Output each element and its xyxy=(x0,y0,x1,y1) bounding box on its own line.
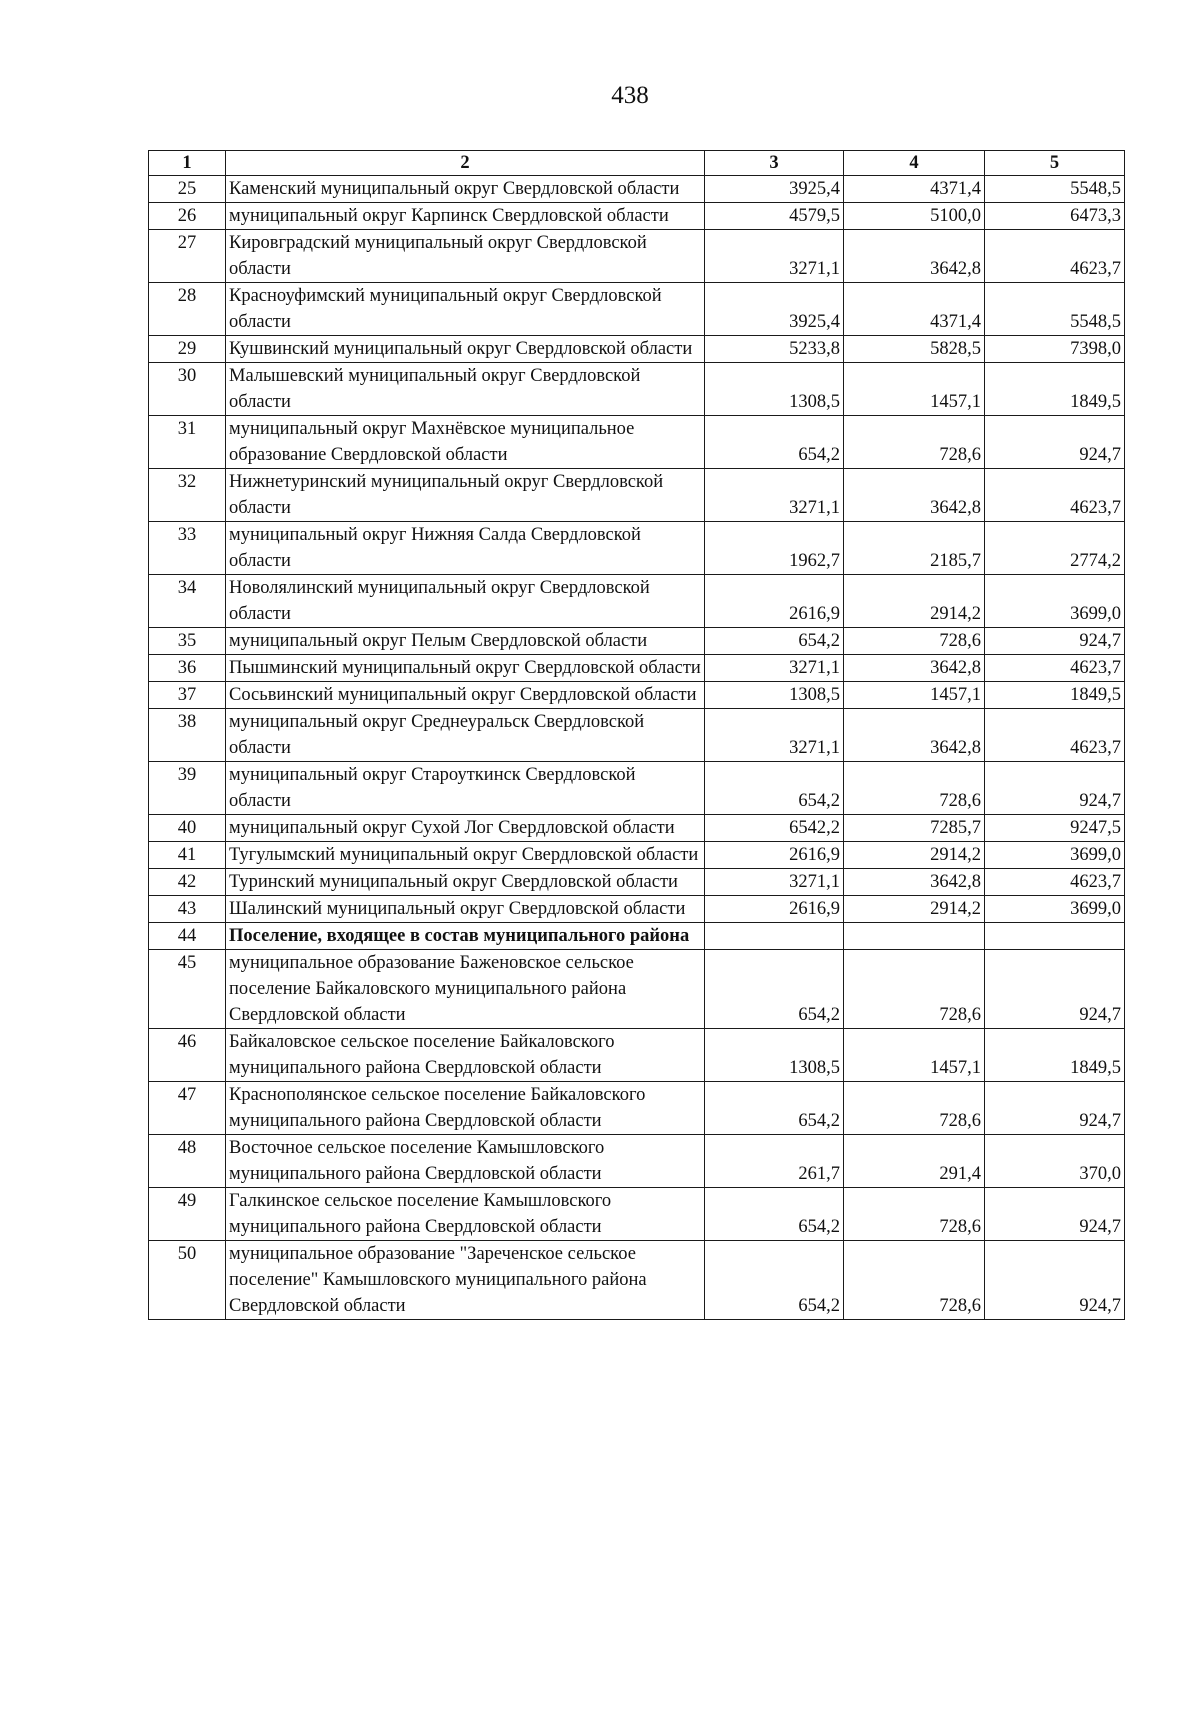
table-row xyxy=(149,1241,1125,1320)
row-number: 43 xyxy=(149,896,226,923)
table-body xyxy=(149,176,1125,1320)
value-col3: 6542,2 xyxy=(705,815,844,842)
column-header: 4 xyxy=(844,151,985,176)
row-number: 34 xyxy=(149,575,226,628)
row-number: 31 xyxy=(149,416,226,469)
municipality-name: Восточное сельское поселение Камышловского муниципального района Свердловской области xyxy=(226,1135,705,1188)
municipality-name: Шалинский муниципальный округ Свердловской области xyxy=(226,896,705,923)
table-row xyxy=(149,1135,1125,1188)
municipality-name: Краснополянское сельское поселение Байкаловского муниципального района Свердловской области xyxy=(226,1082,705,1135)
value-col5: 3699,0 xyxy=(985,575,1125,628)
row-number: 44 xyxy=(149,923,226,950)
value-col3: 654,2 xyxy=(705,1082,844,1135)
municipality-name: Галкинское сельское поселение Камышловского муниципального района Свердловской области xyxy=(226,1188,705,1241)
row-number: 26 xyxy=(149,203,226,230)
row-number: 25 xyxy=(149,176,226,203)
table-header-row xyxy=(149,151,1125,176)
municipality-name: Новолялинский муниципальный округ Свердловской области xyxy=(226,575,705,628)
municipality-name: муниципальный округ Староуткинск Свердловской области xyxy=(226,762,705,815)
allocation-table xyxy=(148,150,1125,1320)
value-col4: 1457,1 xyxy=(844,682,985,709)
value-col5: 4623,7 xyxy=(985,469,1125,522)
value-col3: 2616,9 xyxy=(705,575,844,628)
table-row xyxy=(149,896,1125,923)
table-row xyxy=(149,815,1125,842)
row-number: 46 xyxy=(149,1029,226,1082)
value-col4: 728,6 xyxy=(844,950,985,1029)
value-col3: 654,2 xyxy=(705,416,844,469)
municipality-name: Байкаловское сельское поселение Байкаловского муниципального района Свердловской области xyxy=(226,1029,705,1082)
section-heading-row xyxy=(149,923,1125,950)
value-col5: 370,0 xyxy=(985,1135,1125,1188)
value-col3: 3271,1 xyxy=(705,469,844,522)
value-col5: 1849,5 xyxy=(985,682,1125,709)
row-number: 48 xyxy=(149,1135,226,1188)
value-col3: 654,2 xyxy=(705,1241,844,1320)
value-col3: 1308,5 xyxy=(705,1029,844,1082)
column-header: 3 xyxy=(705,151,844,176)
value-col4: 5828,5 xyxy=(844,336,985,363)
row-number: 47 xyxy=(149,1082,226,1135)
value-col3: 654,2 xyxy=(705,762,844,815)
table-row xyxy=(149,363,1125,416)
table-row xyxy=(149,1082,1125,1135)
municipality-name: Красноуфимский муниципальный округ Свердловской области xyxy=(226,283,705,336)
value-col4: 1457,1 xyxy=(844,1029,985,1082)
value-col5: 1849,5 xyxy=(985,1029,1125,1082)
row-number: 32 xyxy=(149,469,226,522)
value-col3 xyxy=(705,923,844,950)
value-col5: 2774,2 xyxy=(985,522,1125,575)
table-row xyxy=(149,842,1125,869)
table-row xyxy=(149,416,1125,469)
value-col4: 728,6 xyxy=(844,628,985,655)
municipality-name: Сосьвинский муниципальный округ Свердловской области xyxy=(226,682,705,709)
value-col4: 2185,7 xyxy=(844,522,985,575)
value-col5: 6473,3 xyxy=(985,203,1125,230)
value-col3: 3271,1 xyxy=(705,709,844,762)
value-col3: 3925,4 xyxy=(705,176,844,203)
column-header: 2 xyxy=(226,151,705,176)
value-col3: 4579,5 xyxy=(705,203,844,230)
value-col4: 7285,7 xyxy=(844,815,985,842)
value-col4: 2914,2 xyxy=(844,575,985,628)
municipality-name: Туринский муниципальный округ Свердловской области xyxy=(226,869,705,896)
value-col4: 3642,8 xyxy=(844,469,985,522)
value-col3: 3925,4 xyxy=(705,283,844,336)
row-number: 40 xyxy=(149,815,226,842)
row-number: 36 xyxy=(149,655,226,682)
municipality-name: муниципальное образование "Зареченское сельское поселение" Камышловского муниципального района Свердловской области xyxy=(226,1241,705,1320)
table-row xyxy=(149,950,1125,1029)
value-col5: 4623,7 xyxy=(985,655,1125,682)
table-row xyxy=(149,522,1125,575)
value-col3: 2616,9 xyxy=(705,842,844,869)
value-col4: 4371,4 xyxy=(844,283,985,336)
value-col4: 2914,2 xyxy=(844,842,985,869)
row-number: 45 xyxy=(149,950,226,1029)
municipality-name: Тугулымский муниципальный округ Свердловской области xyxy=(226,842,705,869)
value-col5: 924,7 xyxy=(985,1188,1125,1241)
value-col4: 3642,8 xyxy=(844,869,985,896)
value-col4: 1457,1 xyxy=(844,363,985,416)
value-col5: 4623,7 xyxy=(985,230,1125,283)
table-row xyxy=(149,283,1125,336)
municipality-name: муниципальное образование Баженовское сельское поселение Байкаловского муниципального района Свердловской области xyxy=(226,950,705,1029)
column-header: 1 xyxy=(149,151,226,176)
value-col4: 728,6 xyxy=(844,1241,985,1320)
row-number: 39 xyxy=(149,762,226,815)
value-col4: 3642,8 xyxy=(844,709,985,762)
value-col5: 924,7 xyxy=(985,950,1125,1029)
value-col5: 4623,7 xyxy=(985,709,1125,762)
value-col4: 3642,8 xyxy=(844,230,985,283)
table-row xyxy=(149,469,1125,522)
municipality-name: муниципальный округ Махнёвское муниципальное образование Свердловской области xyxy=(226,416,705,469)
value-col4: 728,6 xyxy=(844,1188,985,1241)
value-col5: 924,7 xyxy=(985,762,1125,815)
value-col5: 924,7 xyxy=(985,628,1125,655)
value-col3: 1308,5 xyxy=(705,363,844,416)
value-col3: 654,2 xyxy=(705,628,844,655)
value-col3: 1962,7 xyxy=(705,522,844,575)
value-col4: 4371,4 xyxy=(844,176,985,203)
value-col5: 1849,5 xyxy=(985,363,1125,416)
municipality-name: Кушвинский муниципальный округ Свердловской области xyxy=(226,336,705,363)
value-col4: 728,6 xyxy=(844,416,985,469)
value-col5: 9247,5 xyxy=(985,815,1125,842)
value-col3: 3271,1 xyxy=(705,230,844,283)
row-number: 33 xyxy=(149,522,226,575)
value-col3: 5233,8 xyxy=(705,336,844,363)
value-col5: 5548,5 xyxy=(985,176,1125,203)
row-number: 49 xyxy=(149,1188,226,1241)
table-row xyxy=(149,230,1125,283)
row-number: 27 xyxy=(149,230,226,283)
table-row xyxy=(149,682,1125,709)
value-col4: 728,6 xyxy=(844,762,985,815)
value-col4 xyxy=(844,923,985,950)
value-col5: 5548,5 xyxy=(985,283,1125,336)
municipality-name: муниципальный округ Нижняя Салда Свердловской области xyxy=(226,522,705,575)
value-col5: 3699,0 xyxy=(985,896,1125,923)
value-col3: 3271,1 xyxy=(705,869,844,896)
table-row xyxy=(149,1188,1125,1241)
value-col5: 4623,7 xyxy=(985,869,1125,896)
table-row xyxy=(149,176,1125,203)
row-number: 35 xyxy=(149,628,226,655)
row-number: 29 xyxy=(149,336,226,363)
municipality-name: муниципальный округ Карпинск Свердловской области xyxy=(226,203,705,230)
value-col5: 924,7 xyxy=(985,416,1125,469)
row-number: 28 xyxy=(149,283,226,336)
row-number: 41 xyxy=(149,842,226,869)
table-row xyxy=(149,869,1125,896)
value-col4: 728,6 xyxy=(844,1082,985,1135)
value-col3: 654,2 xyxy=(705,950,844,1029)
value-col3: 2616,9 xyxy=(705,896,844,923)
value-col3: 1308,5 xyxy=(705,682,844,709)
row-number: 50 xyxy=(149,1241,226,1320)
row-number: 37 xyxy=(149,682,226,709)
value-col5: 7398,0 xyxy=(985,336,1125,363)
value-col3: 654,2 xyxy=(705,1188,844,1241)
row-number: 30 xyxy=(149,363,226,416)
value-col3: 261,7 xyxy=(705,1135,844,1188)
column-header: 5 xyxy=(985,151,1125,176)
table-row xyxy=(149,1029,1125,1082)
row-number: 38 xyxy=(149,709,226,762)
municipality-name: муниципальный округ Сухой Лог Свердловской области xyxy=(226,815,705,842)
value-col5: 924,7 xyxy=(985,1082,1125,1135)
table-row xyxy=(149,762,1125,815)
row-number: 42 xyxy=(149,869,226,896)
municipality-name: Нижнетуринский муниципальный округ Свердловской области xyxy=(226,469,705,522)
table-row xyxy=(149,709,1125,762)
value-col4: 2914,2 xyxy=(844,896,985,923)
municipality-name: Каменский муниципальный округ Свердловской области xyxy=(226,176,705,203)
municipality-name: муниципальный округ Среднеуральск Свердловской области xyxy=(226,709,705,762)
table-row xyxy=(149,575,1125,628)
municipality-name: Малышевский муниципальный округ Свердловской области xyxy=(226,363,705,416)
value-col4: 3642,8 xyxy=(844,655,985,682)
value-col5: 924,7 xyxy=(985,1241,1125,1320)
value-col5 xyxy=(985,923,1125,950)
value-col3: 3271,1 xyxy=(705,655,844,682)
value-col5: 3699,0 xyxy=(985,842,1125,869)
municipality-name: муниципальный округ Пелым Свердловской области xyxy=(226,628,705,655)
municipality-name: Кировградский муниципальный округ Свердловской области xyxy=(226,230,705,283)
value-col4: 5100,0 xyxy=(844,203,985,230)
municipality-name: Пышминский муниципальный округ Свердловской области xyxy=(226,655,705,682)
table-row xyxy=(149,628,1125,655)
value-col4: 291,4 xyxy=(844,1135,985,1188)
table-row xyxy=(149,203,1125,230)
page-number: 438 xyxy=(611,82,649,109)
municipality-name: Поселение, входящее в состав муниципального района xyxy=(226,923,705,950)
table-row xyxy=(149,655,1125,682)
table-row xyxy=(149,336,1125,363)
